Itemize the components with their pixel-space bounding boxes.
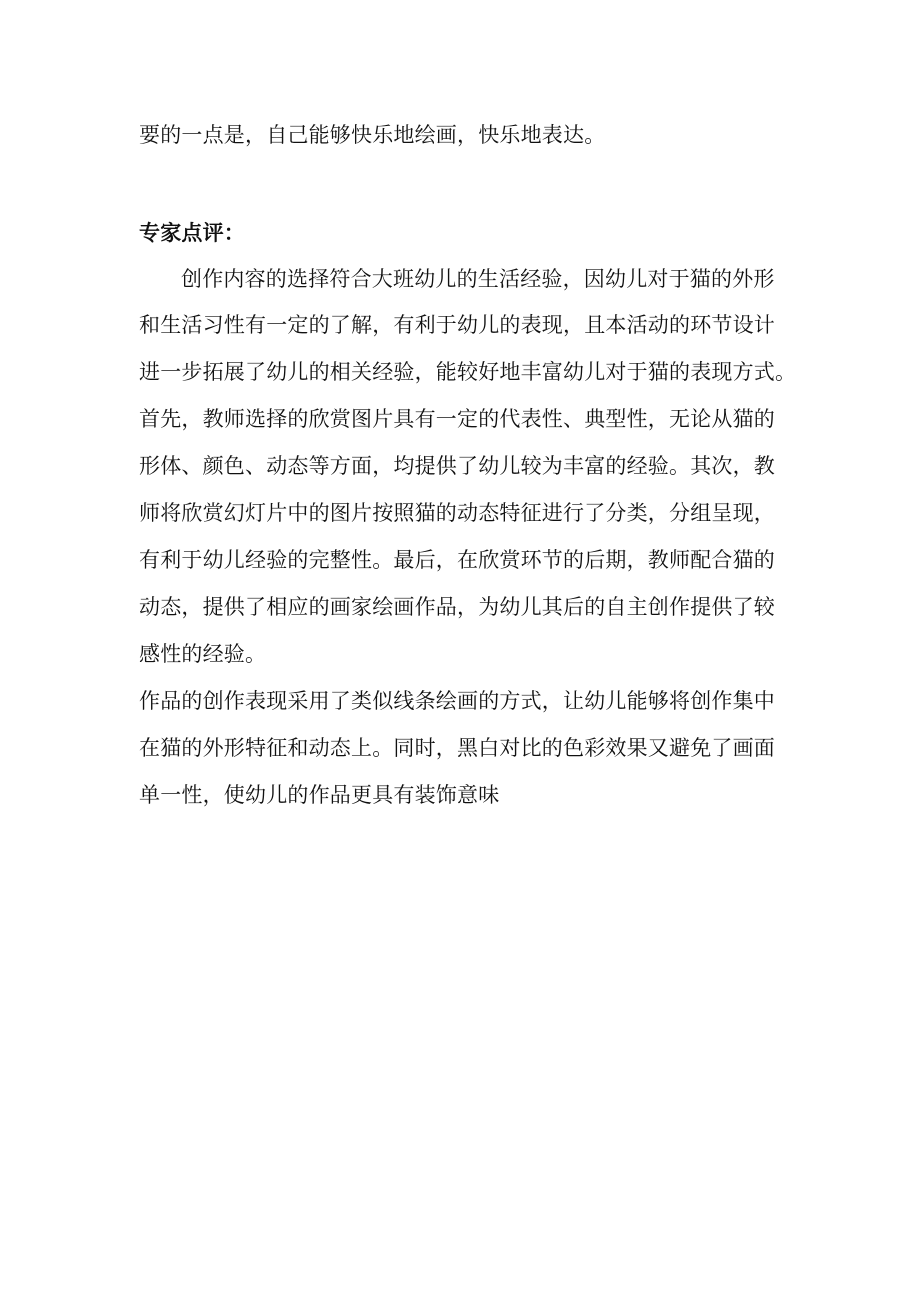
paragraph2-line: 单一性，使幼儿的作品更具有装饰意味 — [139, 783, 500, 807]
paragraph1-line: 首先，教师选择的欣赏图片具有一定的代表性、典型性，无论从猫的 — [139, 407, 775, 431]
paragraph1-line: 感性的经验。 — [139, 642, 267, 666]
paragraph1-line: 动态，提供了相应的画家绘画作品，为幼儿其后的自主创作提供了较 — [139, 595, 775, 619]
paragraph1-line: 有利于幼儿经验的完整性。最后，在欣赏环节的后期，教师配合猫的 — [139, 548, 775, 572]
paragraph1-line: 师将欣赏幻灯片中的图片按照猫的动态特征进行了分类，分组呈现， — [139, 501, 775, 525]
paragraph1-line: 和生活习性有一定的了解，有利于幼儿的表现，且本活动的环节设计 — [139, 313, 775, 337]
paragraph1-line: 形体、颜色、动态等方面，均提供了幼儿较为丰富的经验。其次，教 — [139, 454, 775, 478]
paragraph2-line: 在猫的外形特征和动态上。同时，黑白对比的色彩效果又避免了画面 — [139, 736, 775, 760]
section-heading: 专家点评： — [139, 220, 245, 245]
opening-line: 要的一点是，自己能够快乐地绘画，快乐地表达。 — [139, 123, 606, 147]
paragraph1-line: 创作内容的选择符合大班幼儿的生活经验，因幼儿对于猫的外形 — [181, 267, 775, 291]
paragraph2-line: 作品的创作表现采用了类似线条绘画的方式，让幼儿能够将创作集中 — [139, 689, 775, 713]
paragraph1-line: 进一步拓展了幼儿的相关经验，能较好地丰富幼儿对于猫的表现方式。 — [139, 360, 797, 384]
